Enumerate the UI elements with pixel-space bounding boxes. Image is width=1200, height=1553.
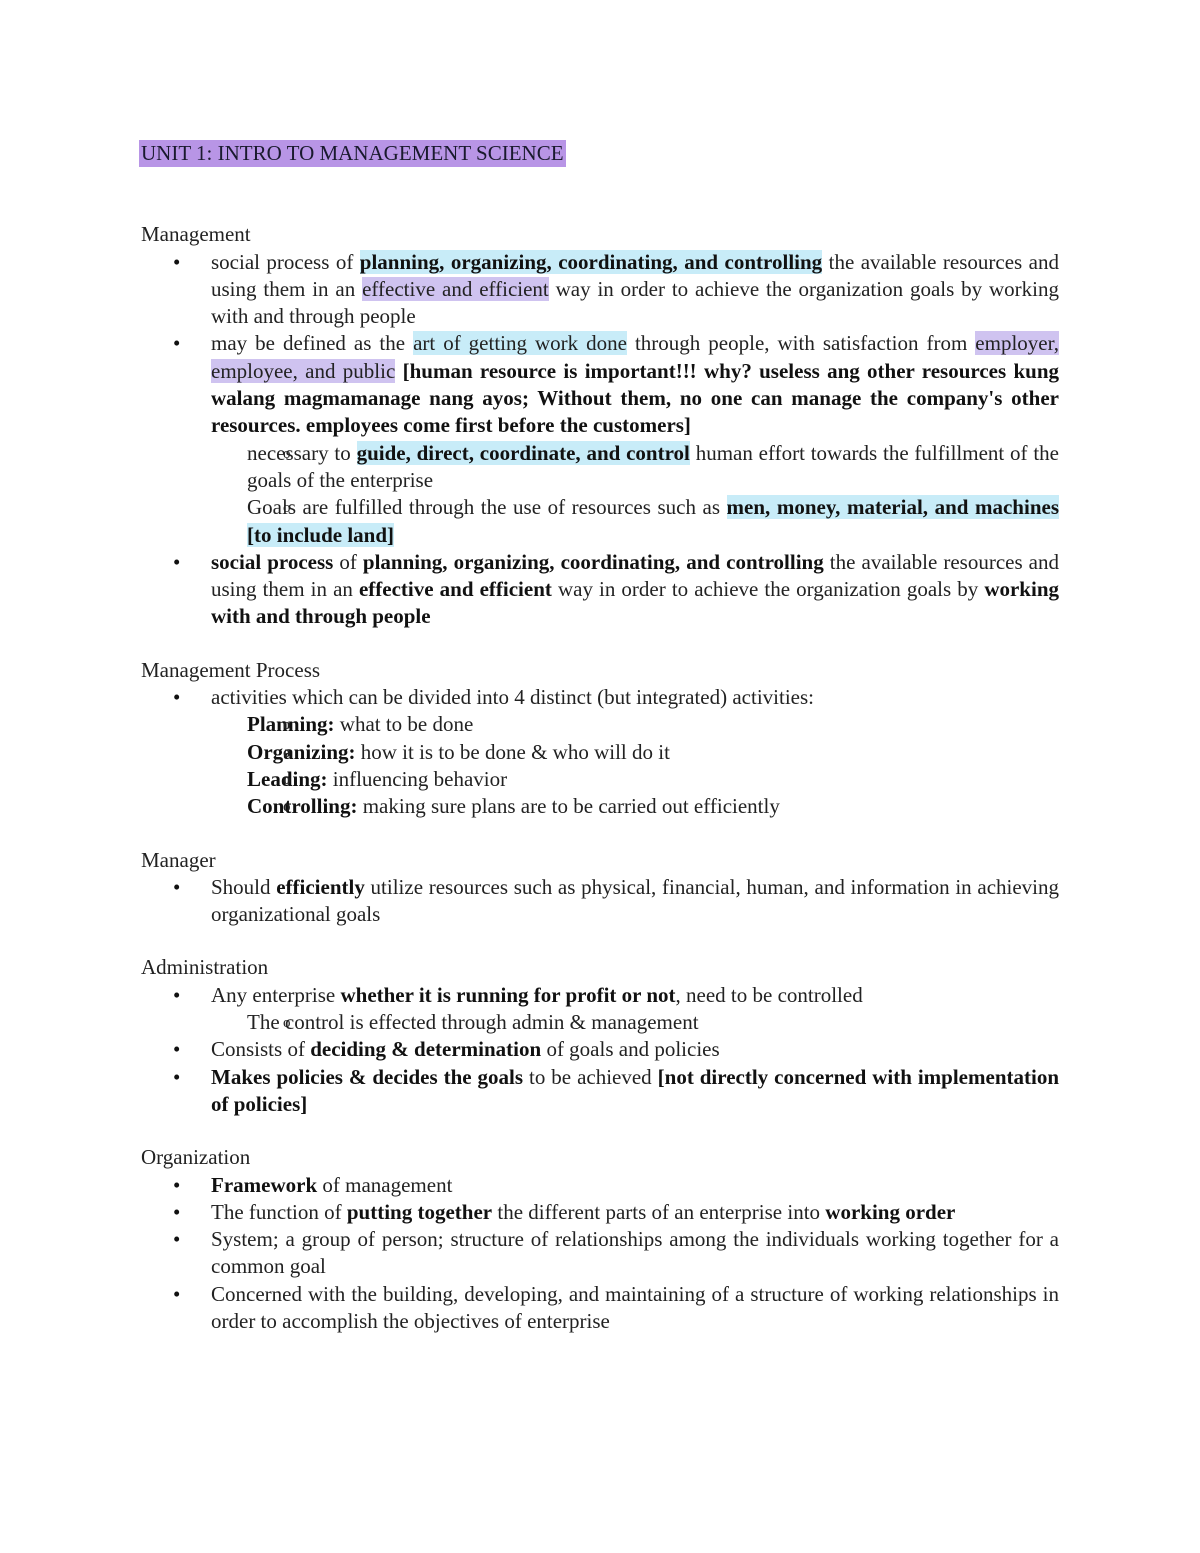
sub-list-wrap: [211, 440, 1059, 549]
list-item: • The function of putting together the different parts of an enterprise into working order: [141, 1199, 1059, 1226]
sub-list-item: o Planning: what to be done: [211, 711, 1059, 738]
list-item: • social process of planning, organizing, coordinating, and controlling the available resources and using them in an effective and efficient way in order to achieve the organization goals by working with and through people: [141, 549, 1059, 631]
process-list: [141, 684, 1059, 820]
sub-list-item: o Organizing: how it is to be done & who will do it: [211, 739, 1059, 766]
unit-title: UNIT 1: INTRO TO MANAGEMENT SCIENCE: [139, 140, 566, 167]
list-item: • social process of planning, organizing, coordinating, and controlling the available resources and using them in an effective and efficient way in order to achieve the organization goals by working with and through people: [141, 249, 1059, 331]
highlight: art of getting work done: [413, 331, 627, 356]
list-item: • Framework of management: [141, 1172, 1059, 1199]
management-section: [141, 221, 1059, 630]
management-heading: Management: [141, 222, 251, 247]
sub-list-item: o necessary to guide, direct, coordinate, and control human effort towards the fulfillment of the goals of the enterprise: [211, 440, 1059, 495]
sub-list-item: o Goals are fulfilled through the use of resources such as men, money, material, and machines [to include land]: [211, 494, 1059, 549]
list-item: • Any enterprise whether it is running for profit or not, need to be controlled o The control is effected through admin & management: [141, 982, 1059, 1037]
administration-heading: Administration: [141, 955, 269, 980]
manager-heading: Manager: [141, 847, 216, 872]
highlight: employer, employee, and public: [211, 331, 1060, 383]
process-sub-list: [211, 711, 1059, 820]
process-heading: Management Process: [141, 657, 321, 682]
process-section: [141, 657, 1059, 821]
list-item: • Consists of deciding & determination of goals and policies: [141, 1036, 1059, 1063]
unit-title-line: [141, 140, 1059, 167]
organization-list: [141, 1172, 1059, 1336]
document-page: [141, 140, 1059, 1335]
sub-list-item: o Leading: influencing behavior: [211, 766, 1059, 793]
spacer: [141, 1118, 1059, 1144]
organization-heading: Organization: [141, 1145, 251, 1170]
list-item: • System; a group of person; structure of relationships among the individuals working together for a common goal: [141, 1226, 1059, 1281]
list-item: • activities which can be divided into 4 distinct (but integrated) activities: o Planning: what to be done o Organizing: how it is to be done & who will do it o Leading: influencing behavior o Controlling: making sure plans are to be carried out efficiently: [141, 684, 1059, 820]
list-item: • Concerned with the building, developing, and maintaining of a structure of working relationships in order to accomplish the objectives of enterprise: [141, 1281, 1059, 1336]
list-item: • Should efficiently utilize resources such as physical, financial, human, and information in achieving organizational goals: [141, 874, 1059, 929]
sub-list-item: o The control is effected through admin & management: [211, 1009, 1059, 1036]
administration-section: [141, 954, 1059, 1118]
administration-sub-list: [211, 1009, 1059, 1036]
spacer: [141, 821, 1059, 847]
highlight: planning, organizing, coordinating, and controlling: [359, 249, 823, 274]
spacer: [141, 631, 1059, 657]
list-item: • Makes policies & decides the goals to be achieved [not directly concerned with implementation of policies]: [141, 1064, 1059, 1119]
highlight: guide, direct, coordinate, and control: [356, 440, 690, 465]
highlight: effective and efficient: [362, 276, 549, 301]
sub-list-item: o Controlling: making sure plans are to be carried out efficiently: [211, 793, 1059, 820]
administration-list: [141, 982, 1059, 1118]
organization-section: [141, 1144, 1059, 1335]
spacer: [141, 167, 1059, 221]
list-item: • may be defined as the art of getting work done through people, with satisfaction from employer, employee, and public [human resource is important!!! why? useless ang other resources kung walang magmamanage nang ayos; Without them, no one can manage the company's other resources. employees come first before the customers] o necessary to guide, direct, coordinate, and control human effort towards the fulfillment of the goals of the enterprise o Goals are fulfilled through the use of resources such as men, money, material, and machines [to include land]: [141, 330, 1059, 548]
management-sub-list: [211, 440, 1059, 549]
manager-list: [141, 874, 1059, 929]
manager-section: [141, 847, 1059, 929]
bold-note: [human resource is important!!! why? useless ang other resources kung walang magmamanage nang ayos; Without them, no one can manage the company's other resources. employees come first before the customers]: [211, 358, 1059, 438]
management-list: [141, 249, 1059, 631]
spacer: [141, 928, 1059, 954]
highlight: men, money, material, and machines [to include land]: [247, 495, 1059, 547]
